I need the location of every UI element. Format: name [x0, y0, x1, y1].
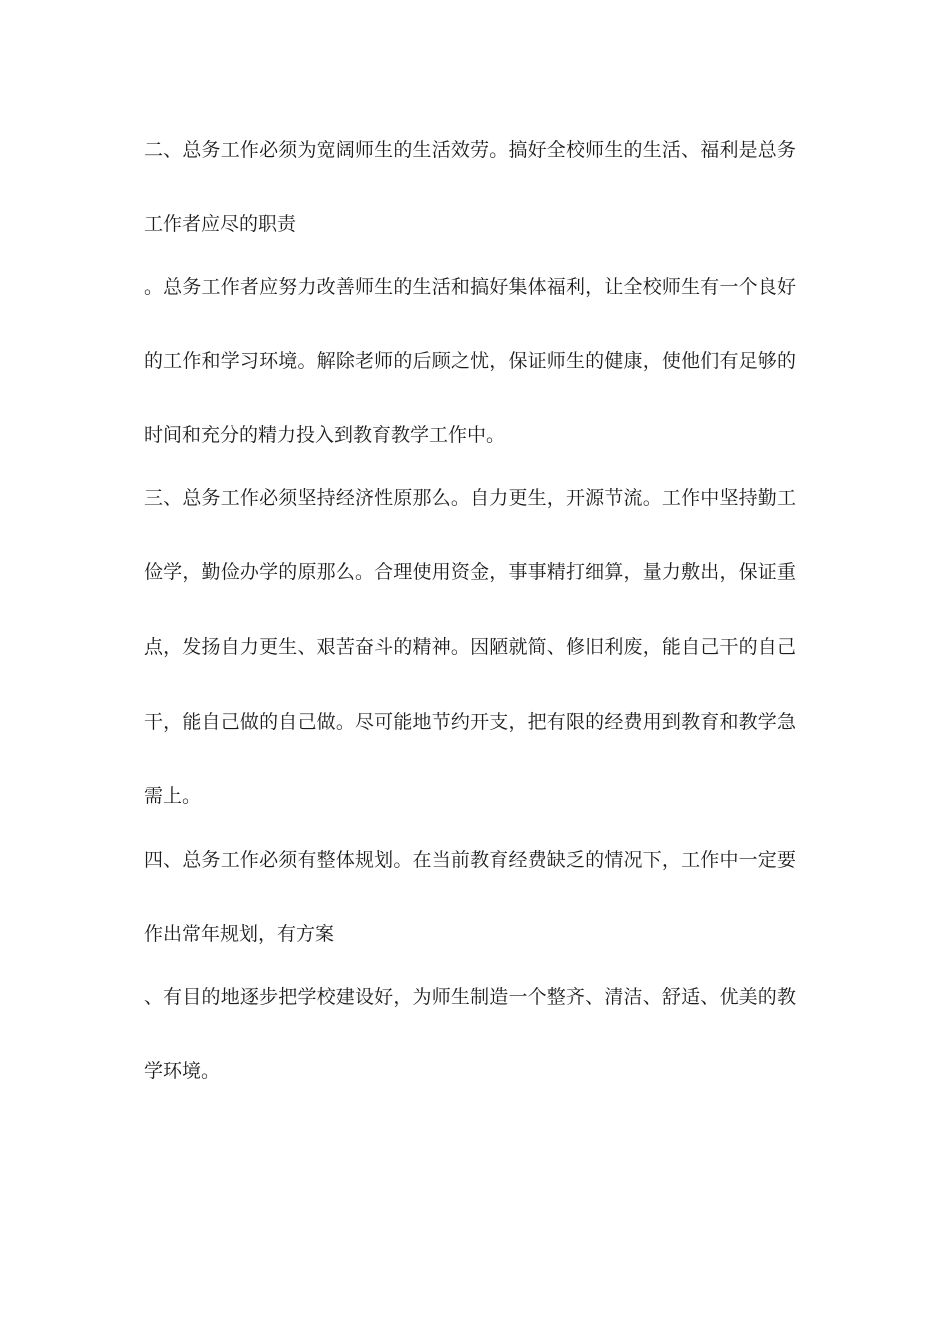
text-line-5: 时间和充分的精力投入到教育教学工作中。 — [144, 424, 506, 446]
text-line-2: 工作者应尽的职责 — [144, 213, 297, 235]
text-line-13: 、有目的地逐步把学校建设好，为师生制造一个整齐、清洁、舒适、优美的教 — [144, 986, 796, 1008]
text-line-3: 。总务工作者应努力改善师生的生活和搞好集体福利，让全校师生有一个良好 — [144, 276, 796, 298]
text-line-12: 作出常年规划，有方案 — [144, 923, 335, 945]
text-line-4: 的工作和学习环境。解除老师的后顾之忧，保证师生的健康，使他们有足够的 — [144, 350, 796, 372]
text-line-14: 学环境。 — [144, 1060, 221, 1082]
text-line-10: 需上。 — [144, 785, 202, 807]
text-line-11: 四、总务工作必须有整体规划。在当前教育经费缺乏的情况下，工作中一定要 — [144, 849, 796, 871]
text-line-8: 点，发扬自力更生、艰苦奋斗的精神。因陋就简、修旧利废，能自己干的自己 — [144, 636, 796, 658]
text-line-9: 干，能自己做的自己做。尽可能地节约开支，把有限的经费用到教育和教学急 — [144, 711, 796, 733]
text-line-6: 三、总务工作必须坚持经济性原那么。自力更生，开源节流。工作中坚持勤工 — [144, 487, 796, 509]
text-line-1: 二、总务工作必须为宽阔师生的生活效劳。搞好全校师生的生活、福利是总务 — [144, 139, 796, 161]
text-line-7: 俭学，勤俭办学的原那么。合理使用资金，事事精打细算，量力敷出，保证重 — [144, 561, 796, 583]
